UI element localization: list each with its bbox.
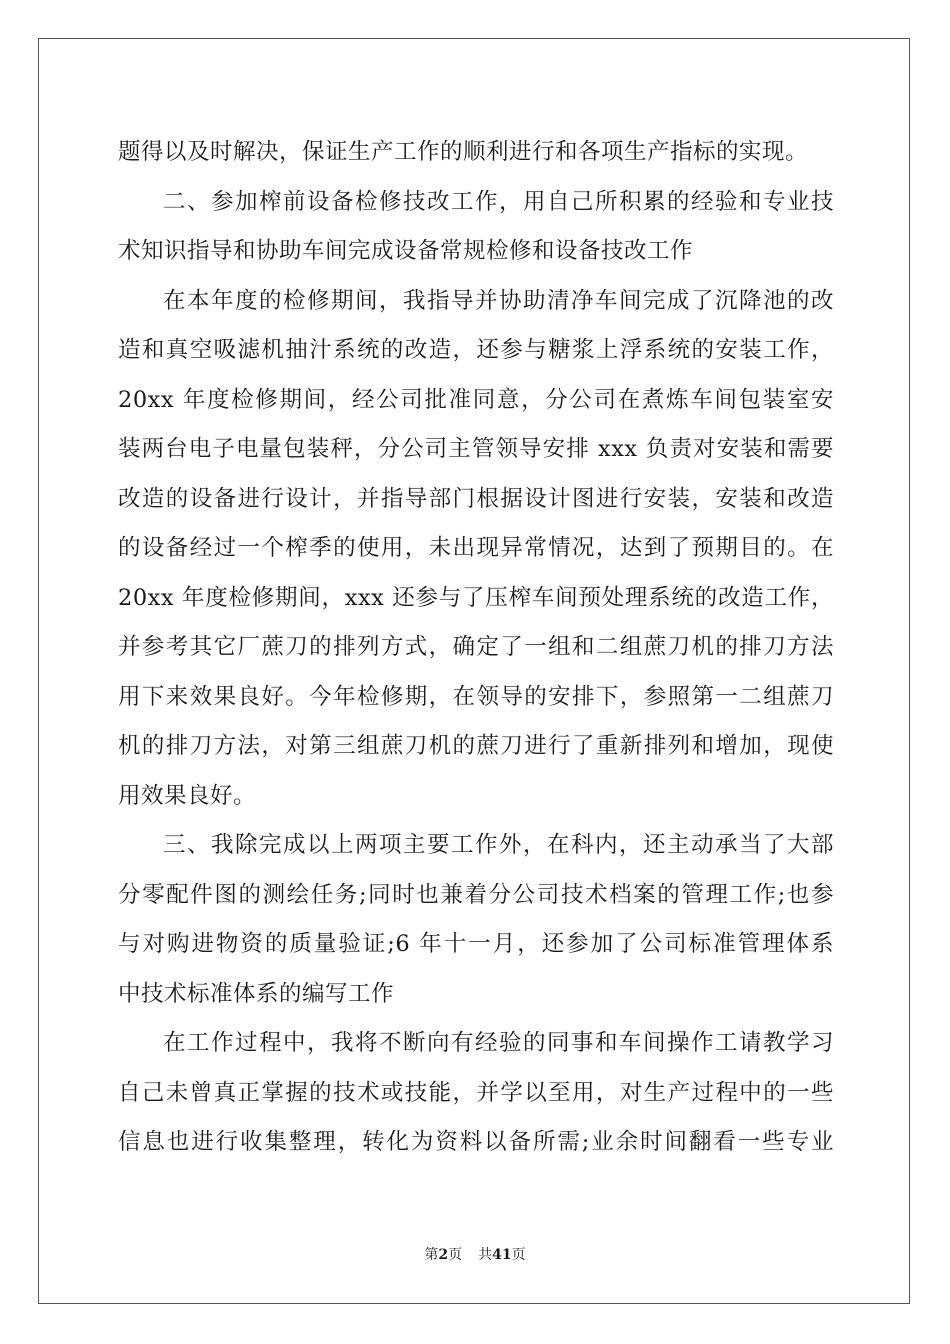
text-line: 的设备经过一个榨季的使用，未出现异常情况，达到了预期目的。在 xyxy=(118,535,834,561)
text-line: 20xx 年度检修期间，xxx 还参与了压榨车间预处理系统的改造工作， xyxy=(118,584,834,611)
text-line: 二、参加榨前设备检修技改工作，用自己所积累的经验和专业技 xyxy=(163,188,834,215)
text-line: 用下来效果良好。今年检修期，在领导的安排下，参照第一二组蔗刀 xyxy=(118,683,834,710)
page-footer xyxy=(0,1244,950,1264)
total-label-suffix: 页 xyxy=(511,1247,526,1263)
text-line: 用效果良好。 xyxy=(118,782,257,809)
text-line: 信息也进行收集整理，转化为资料以备所需;业余时间翻看一些专业 xyxy=(118,1129,834,1155)
text-line: 20xx 年度检修期间，经公司批准同意，分公司在煮炼车间包装室安 xyxy=(118,386,834,413)
text-line: 在本年度的检修期间，我指导并协助清净车间完成了沉降池的改 xyxy=(163,287,834,314)
text-line: 并参考其它厂蔗刀的排列方式，确定了一组和二组蔗刀机的排刀方法 xyxy=(118,634,834,660)
text-line: 改造的设备进行设计，并指导部门根据设计图进行安装，安装和改造 xyxy=(118,485,834,512)
text-line: 三、我除完成以上两项主要工作外，在科内，还主动承当了大部 xyxy=(163,832,834,858)
text-line: 造和真空吸滤机抽汁系统的改造，还参与糖浆上浮系统的安装工作， xyxy=(118,337,834,363)
text-line: 与对购进物资的质量验证;6 年十一月，还参加了公司标准管理体系 xyxy=(118,931,834,957)
text-line: 在工作过程中，我将不断向有经验的同事和车间操作工请教学习 xyxy=(163,1030,834,1056)
total-pages: 41 xyxy=(492,1247,512,1263)
text-line: 中技术标准体系的编写工作 xyxy=(118,980,395,1007)
page-number: 2 xyxy=(438,1247,449,1263)
text-line: 装两台电子电量包装秤，分公司主管领导安排 xxx 负责对安装和需要 xyxy=(118,436,834,462)
document-body xyxy=(118,128,834,1168)
text-line: 自己未曾真正掌握的技术或技能，并学以至用，对生产过程中的一些 xyxy=(118,1079,834,1106)
page-label-suffix: 页 xyxy=(448,1247,463,1263)
total-label-prefix: 共 xyxy=(478,1247,493,1263)
text-line: 机的排刀方法，对第三组蔗刀机的蔗刀进行了重新排列和增加，现使 xyxy=(118,733,834,759)
text-line: 题得以及时解决，保证生产工作的顺利进行和各项生产指标的实现。 xyxy=(118,139,809,165)
text-line: 术知识指导和协助车间完成设备常规检修和设备技改工作 xyxy=(118,238,694,264)
text-line: 分零配件图的测绘任务;同时也兼着分公司技术档案的管理工作;也参 xyxy=(118,881,834,908)
page-label-prefix: 第 xyxy=(424,1247,439,1263)
